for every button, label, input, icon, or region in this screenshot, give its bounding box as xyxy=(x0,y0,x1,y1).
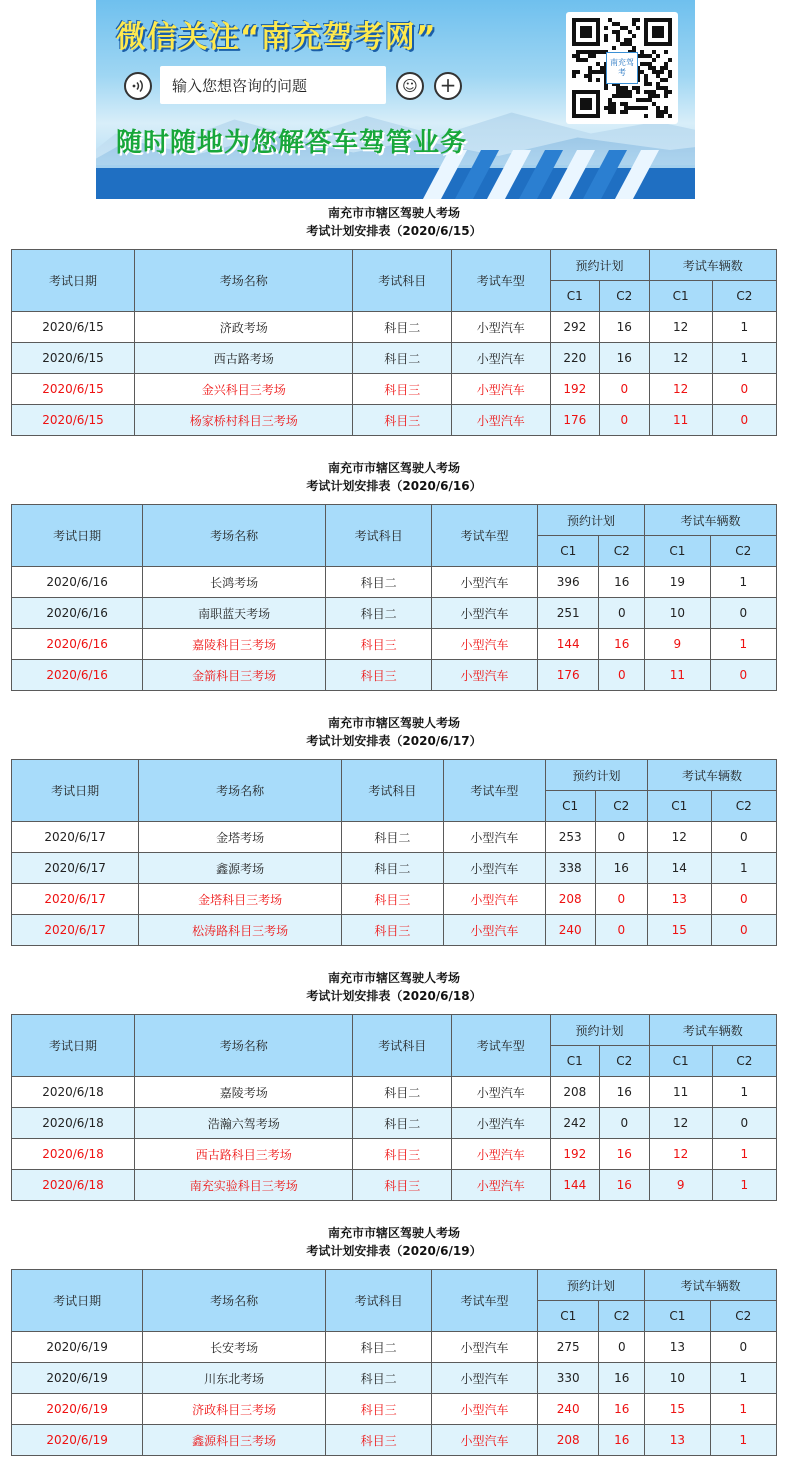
header-plan-c1: C1 xyxy=(550,281,600,312)
cell-exam-date: 2020/6/17 xyxy=(12,822,139,853)
schedule-caption xyxy=(0,455,788,495)
cell-venue-name: 长安考场 xyxy=(143,1332,326,1363)
cell-plan-c1: 396 xyxy=(537,567,599,598)
cell-cars-c2: 0 xyxy=(711,915,776,946)
schedule-caption xyxy=(0,710,788,750)
schedule-section xyxy=(0,200,788,240)
cell-vehicle-type: 小型汽车 xyxy=(452,343,551,374)
cell-exam-subject: 科目二 xyxy=(326,1332,432,1363)
cell-cars-c1: 11 xyxy=(645,660,710,691)
cell-exam-subject: 科目三 xyxy=(326,1394,432,1425)
cell-venue-name: 金箭科目三考场 xyxy=(143,660,326,691)
cell-exam-date: 2020/6/15 xyxy=(12,312,135,343)
cell-exam-date: 2020/6/17 xyxy=(12,915,139,946)
schedule-caption xyxy=(0,965,788,1005)
table-row xyxy=(12,598,777,629)
schedule-table xyxy=(11,249,777,436)
cell-plan-c1: 251 xyxy=(537,598,599,629)
header-cars-c1: C1 xyxy=(649,1046,712,1077)
cell-plan-c1: 144 xyxy=(537,629,599,660)
header-exam-date: 考试日期 xyxy=(12,760,139,822)
cell-cars-c2: 1 xyxy=(710,629,776,660)
emoji-icon: ☺ xyxy=(396,72,424,100)
cell-exam-date: 2020/6/15 xyxy=(12,343,135,374)
cell-vehicle-type: 小型汽车 xyxy=(452,1139,551,1170)
table-row xyxy=(12,1170,777,1201)
cell-plan-c1: 220 xyxy=(550,343,600,374)
table-row xyxy=(12,629,777,660)
header-cars-c1: C1 xyxy=(648,791,711,822)
cell-exam-date: 2020/6/19 xyxy=(12,1363,143,1394)
cell-exam-date: 2020/6/16 xyxy=(12,598,143,629)
cell-exam-subject: 科目二 xyxy=(353,343,452,374)
cell-venue-name: 济政考场 xyxy=(134,312,353,343)
cell-cars-c2: 1 xyxy=(712,1170,776,1201)
cell-exam-subject: 科目三 xyxy=(353,374,452,405)
schedule-section xyxy=(0,710,788,750)
cell-cars-c2: 0 xyxy=(712,374,776,405)
header-venue-name: 考场名称 xyxy=(143,505,326,567)
schedule-subtitle: 考试计划安排表（2020/6/19） xyxy=(306,1244,482,1258)
cell-venue-name: 嘉陵考场 xyxy=(134,1077,353,1108)
cell-vehicle-type: 小型汽车 xyxy=(452,1108,551,1139)
cell-cars-c1: 12 xyxy=(649,343,712,374)
cell-exam-date: 2020/6/17 xyxy=(12,853,139,884)
cell-vehicle-type: 小型汽车 xyxy=(432,567,538,598)
cell-plan-c1: 144 xyxy=(550,1170,600,1201)
cell-plan-c2: 16 xyxy=(599,629,645,660)
schedule-title: 南充市市辖区驾驶人考场 xyxy=(327,971,460,985)
cell-exam-subject: 科目三 xyxy=(326,660,432,691)
schedule-subtitle: 考试计划安排表（2020/6/16） xyxy=(306,479,482,493)
header-booking-plan: 预约计划 xyxy=(550,250,649,281)
cell-exam-date: 2020/6/18 xyxy=(12,1139,135,1170)
table-row xyxy=(12,1139,777,1170)
cell-cars-c1: 13 xyxy=(645,1332,710,1363)
cell-cars-c2: 0 xyxy=(711,884,776,915)
table-header-row xyxy=(12,1015,777,1046)
cell-exam-subject: 科目三 xyxy=(341,884,443,915)
header-cars-c1: C1 xyxy=(645,536,710,567)
header-exam-subject: 考试科目 xyxy=(353,1015,452,1077)
table-header-row xyxy=(12,250,777,281)
header-venue-name: 考场名称 xyxy=(134,1015,353,1077)
cell-plan-c1: 208 xyxy=(537,1425,599,1456)
cell-plan-c1: 176 xyxy=(537,660,599,691)
cell-exam-date: 2020/6/18 xyxy=(12,1108,135,1139)
cell-exam-subject: 科目三 xyxy=(353,1139,452,1170)
header-plan-c2: C2 xyxy=(599,536,645,567)
cell-vehicle-type: 小型汽车 xyxy=(432,598,538,629)
cell-plan-c1: 253 xyxy=(545,822,595,853)
cell-cars-c2: 1 xyxy=(710,567,776,598)
header-cars-c2: C2 xyxy=(712,1046,776,1077)
header-booking-plan: 预约计划 xyxy=(537,1270,644,1301)
table-row xyxy=(12,884,777,915)
cell-cars-c1: 14 xyxy=(648,853,711,884)
cell-plan-c2: 0 xyxy=(599,1332,645,1363)
cell-exam-date: 2020/6/17 xyxy=(12,884,139,915)
cell-vehicle-type: 小型汽车 xyxy=(432,1425,538,1456)
table-row xyxy=(12,1425,777,1456)
header-vehicle-type: 考试车型 xyxy=(432,505,538,567)
cell-exam-date: 2020/6/15 xyxy=(12,374,135,405)
cell-plan-c2: 0 xyxy=(595,884,648,915)
cell-cars-c2: 1 xyxy=(712,1077,776,1108)
header-exam-cars: 考试车辆数 xyxy=(649,1015,776,1046)
cell-exam-date: 2020/6/18 xyxy=(12,1170,135,1201)
table-header-row xyxy=(12,760,777,791)
cell-plan-c1: 192 xyxy=(550,374,600,405)
cell-plan-c2: 16 xyxy=(600,1077,649,1108)
table-row xyxy=(12,822,777,853)
cell-cars-c1: 10 xyxy=(645,1363,710,1394)
schedule-subtitle: 考试计划安排表（2020/6/18） xyxy=(306,989,482,1003)
cell-cars-c1: 9 xyxy=(649,1170,712,1201)
cell-cars-c2: 1 xyxy=(712,312,776,343)
header-cars-c2: C2 xyxy=(710,536,776,567)
banner-question-input: 输入您想咨询的问题 xyxy=(160,66,386,104)
schedule-table xyxy=(11,504,777,691)
cell-cars-c2: 1 xyxy=(711,853,776,884)
table-row xyxy=(12,374,777,405)
schedule-table xyxy=(11,759,777,946)
table-row xyxy=(12,660,777,691)
cell-cars-c1: 12 xyxy=(649,374,712,405)
table-row xyxy=(12,343,777,374)
cell-plan-c1: 240 xyxy=(537,1394,599,1425)
cell-cars-c2: 1 xyxy=(712,1139,776,1170)
header-venue-name: 考场名称 xyxy=(143,1270,326,1332)
cell-exam-subject: 科目二 xyxy=(353,312,452,343)
header-booking-plan: 预约计划 xyxy=(550,1015,649,1046)
cell-exam-subject: 科目三 xyxy=(353,405,452,436)
header-exam-cars: 考试车辆数 xyxy=(649,250,776,281)
header-exam-date: 考试日期 xyxy=(12,505,143,567)
cell-venue-name: 嘉陵科目三考场 xyxy=(143,629,326,660)
schedule-caption xyxy=(0,1220,788,1260)
header-cars-c1: C1 xyxy=(645,1301,710,1332)
banner-slogan: 随时随地为您解答车驾管业务 xyxy=(116,128,468,158)
header-vehicle-type: 考试车型 xyxy=(432,1270,538,1332)
cell-cars-c2: 1 xyxy=(710,1394,776,1425)
cell-plan-c2: 16 xyxy=(600,1170,649,1201)
cell-venue-name: 西古路科目三考场 xyxy=(134,1139,353,1170)
schedule-table xyxy=(11,1269,777,1456)
cell-cars-c1: 10 xyxy=(645,598,710,629)
voice-icon xyxy=(124,72,152,100)
header-cars-c2: C2 xyxy=(711,791,776,822)
cell-plan-c2: 0 xyxy=(600,405,649,436)
cell-plan-c2: 16 xyxy=(600,1139,649,1170)
cell-plan-c1: 242 xyxy=(550,1108,600,1139)
cell-venue-name: 金塔科目三考场 xyxy=(139,884,342,915)
cell-plan-c2: 16 xyxy=(599,1394,645,1425)
cell-plan-c1: 330 xyxy=(537,1363,599,1394)
cell-vehicle-type: 小型汽车 xyxy=(432,1332,538,1363)
schedule-section xyxy=(0,965,788,1005)
header-exam-date: 考试日期 xyxy=(12,1015,135,1077)
cell-vehicle-type: 小型汽车 xyxy=(452,374,551,405)
cell-cars-c2: 0 xyxy=(710,1332,776,1363)
header-exam-subject: 考试科目 xyxy=(326,505,432,567)
schedule-table xyxy=(11,1014,777,1201)
cell-plan-c2: 16 xyxy=(595,853,648,884)
header-exam-cars: 考试车辆数 xyxy=(648,760,777,791)
cell-cars-c2: 1 xyxy=(712,343,776,374)
cell-vehicle-type: 小型汽车 xyxy=(443,853,545,884)
cell-exam-date: 2020/6/16 xyxy=(12,629,143,660)
cell-exam-date: 2020/6/18 xyxy=(12,1077,135,1108)
cell-plan-c2: 0 xyxy=(599,598,645,629)
header-venue-name: 考场名称 xyxy=(139,760,342,822)
cell-cars-c1: 12 xyxy=(649,1108,712,1139)
header-plan-c2: C2 xyxy=(599,1301,645,1332)
schedule-subtitle: 考试计划安排表（2020/6/17） xyxy=(306,734,482,748)
table-row xyxy=(12,1332,777,1363)
cell-plan-c1: 292 xyxy=(550,312,600,343)
table-row xyxy=(12,1394,777,1425)
cell-cars-c1: 13 xyxy=(648,884,711,915)
cell-exam-subject: 科目二 xyxy=(326,1363,432,1394)
cell-vehicle-type: 小型汽车 xyxy=(432,660,538,691)
cell-venue-name: 金塔考场 xyxy=(139,822,342,853)
cell-venue-name: 杨家桥村科目三考场 xyxy=(134,405,353,436)
cell-cars-c2: 1 xyxy=(710,1363,776,1394)
cell-plan-c2: 16 xyxy=(599,1425,645,1456)
header-vehicle-type: 考试车型 xyxy=(452,1015,551,1077)
header-cars-c2: C2 xyxy=(712,281,776,312)
table-row xyxy=(12,1077,777,1108)
header-exam-date: 考试日期 xyxy=(12,250,135,312)
header-vehicle-type: 考试车型 xyxy=(452,250,551,312)
cell-cars-c2: 0 xyxy=(712,1108,776,1139)
cell-venue-name: 南职蓝天考场 xyxy=(143,598,326,629)
table-header-row xyxy=(12,505,777,536)
cell-venue-name: 西古路考场 xyxy=(134,343,353,374)
cell-exam-date: 2020/6/15 xyxy=(12,405,135,436)
cell-vehicle-type: 小型汽车 xyxy=(452,405,551,436)
header-plan-c1: C1 xyxy=(537,536,599,567)
cell-exam-subject: 科目三 xyxy=(326,1425,432,1456)
schedule-title: 南充市市辖区驾驶人考场 xyxy=(327,461,460,475)
cell-exam-subject: 科目二 xyxy=(353,1108,452,1139)
cell-cars-c1: 12 xyxy=(649,312,712,343)
header-exam-date: 考试日期 xyxy=(12,1270,143,1332)
header-exam-subject: 考试科目 xyxy=(326,1270,432,1332)
cell-exam-date: 2020/6/19 xyxy=(12,1425,143,1456)
cell-plan-c2: 0 xyxy=(599,660,645,691)
header-exam-cars: 考试车辆数 xyxy=(645,1270,777,1301)
cell-cars-c2: 0 xyxy=(710,598,776,629)
header-plan-c1: C1 xyxy=(550,1046,600,1077)
cell-venue-name: 松涛路科目三考场 xyxy=(139,915,342,946)
table-row xyxy=(12,915,777,946)
cell-plan-c2: 16 xyxy=(600,343,649,374)
cell-exam-subject: 科目三 xyxy=(353,1170,452,1201)
cell-plan-c1: 240 xyxy=(545,915,595,946)
cell-cars-c1: 9 xyxy=(645,629,710,660)
cell-plan-c2: 0 xyxy=(600,374,649,405)
cell-exam-date: 2020/6/16 xyxy=(12,567,143,598)
cell-exam-subject: 科目二 xyxy=(341,853,443,884)
schedule-subtitle: 考试计划安排表（2020/6/15） xyxy=(306,224,482,238)
header-venue-name: 考场名称 xyxy=(134,250,353,312)
schedule-title: 南充市市辖区驾驶人考场 xyxy=(327,206,460,220)
cell-exam-subject: 科目二 xyxy=(326,567,432,598)
cell-venue-name: 浩瀚六驾考场 xyxy=(134,1108,353,1139)
header-plan-c2: C2 xyxy=(595,791,648,822)
cell-venue-name: 鑫源考场 xyxy=(139,853,342,884)
table-row xyxy=(12,312,777,343)
cell-plan-c2: 0 xyxy=(595,915,648,946)
cell-plan-c2: 16 xyxy=(599,567,645,598)
cell-vehicle-type: 小型汽车 xyxy=(432,1394,538,1425)
cell-cars-c1: 15 xyxy=(645,1394,710,1425)
cell-cars-c1: 19 xyxy=(645,567,710,598)
schedule-section xyxy=(0,1220,788,1260)
cell-venue-name: 长鸿考场 xyxy=(143,567,326,598)
table-row xyxy=(12,853,777,884)
schedule-section xyxy=(0,455,788,495)
qr-code xyxy=(566,12,678,124)
header-exam-subject: 考试科目 xyxy=(353,250,452,312)
header-cars-c2: C2 xyxy=(710,1301,776,1332)
cell-exam-subject: 科目二 xyxy=(353,1077,452,1108)
cell-vehicle-type: 小型汽车 xyxy=(452,312,551,343)
cell-vehicle-type: 小型汽车 xyxy=(432,629,538,660)
header-booking-plan: 预约计划 xyxy=(537,505,644,536)
cell-exam-date: 2020/6/19 xyxy=(12,1332,143,1363)
cell-exam-date: 2020/6/19 xyxy=(12,1394,143,1425)
cell-exam-subject: 科目三 xyxy=(341,915,443,946)
cell-plan-c1: 275 xyxy=(537,1332,599,1363)
cell-cars-c1: 12 xyxy=(648,822,711,853)
cell-plan-c1: 208 xyxy=(550,1077,600,1108)
table-row xyxy=(12,567,777,598)
header-plan-c2: C2 xyxy=(600,1046,649,1077)
cell-exam-date: 2020/6/16 xyxy=(12,660,143,691)
cell-cars-c1: 11 xyxy=(649,405,712,436)
cell-plan-c1: 176 xyxy=(550,405,600,436)
table-row xyxy=(12,1108,777,1139)
cell-vehicle-type: 小型汽车 xyxy=(452,1077,551,1108)
cell-cars-c1: 12 xyxy=(649,1139,712,1170)
header-plan-c2: C2 xyxy=(600,281,649,312)
header-booking-plan: 预约计划 xyxy=(545,760,647,791)
header-cars-c1: C1 xyxy=(649,281,712,312)
header-vehicle-type: 考试车型 xyxy=(443,760,545,822)
cell-vehicle-type: 小型汽车 xyxy=(452,1170,551,1201)
header-plan-c1: C1 xyxy=(545,791,595,822)
cell-plan-c2: 16 xyxy=(600,312,649,343)
table-row xyxy=(12,1363,777,1394)
schedule-title: 南充市市辖区驾驶人考场 xyxy=(327,1226,460,1240)
plus-icon: + xyxy=(434,72,462,100)
qr-logo: 南充驾考 xyxy=(606,52,638,84)
cell-plan-c1: 192 xyxy=(550,1139,600,1170)
cell-venue-name: 济政科目三考场 xyxy=(143,1394,326,1425)
header-plan-c1: C1 xyxy=(537,1301,599,1332)
table-header-row xyxy=(12,1270,777,1301)
cell-cars-c1: 11 xyxy=(649,1077,712,1108)
wechat-banner[interactable] xyxy=(96,0,695,199)
cell-venue-name: 金兴科目三考场 xyxy=(134,374,353,405)
cell-cars-c2: 0 xyxy=(710,660,776,691)
cell-venue-name: 南充实验科目三考场 xyxy=(134,1170,353,1201)
cell-plan-c1: 338 xyxy=(545,853,595,884)
cell-venue-name: 川东北考场 xyxy=(143,1363,326,1394)
schedule-title: 南充市市辖区驾驶人考场 xyxy=(327,716,460,730)
cell-cars-c2: 0 xyxy=(711,822,776,853)
header-exam-subject: 考试科目 xyxy=(341,760,443,822)
cell-venue-name: 鑫源科目三考场 xyxy=(143,1425,326,1456)
schedule-caption xyxy=(0,200,788,240)
banner-title: 微信关注“南充驾考网” xyxy=(116,20,437,55)
cell-vehicle-type: 小型汽车 xyxy=(443,884,545,915)
cell-vehicle-type: 小型汽车 xyxy=(443,915,545,946)
cell-cars-c1: 13 xyxy=(645,1425,710,1456)
cell-plan-c2: 0 xyxy=(600,1108,649,1139)
cell-exam-subject: 科目二 xyxy=(341,822,443,853)
cell-cars-c1: 15 xyxy=(648,915,711,946)
cell-vehicle-type: 小型汽车 xyxy=(443,822,545,853)
header-exam-cars: 考试车辆数 xyxy=(645,505,777,536)
table-row xyxy=(12,405,777,436)
cell-exam-subject: 科目三 xyxy=(326,629,432,660)
cell-vehicle-type: 小型汽车 xyxy=(432,1363,538,1394)
cell-exam-subject: 科目二 xyxy=(326,598,432,629)
cell-plan-c1: 208 xyxy=(545,884,595,915)
cell-plan-c2: 16 xyxy=(599,1363,645,1394)
cell-plan-c2: 0 xyxy=(595,822,648,853)
cell-cars-c2: 0 xyxy=(712,405,776,436)
cell-cars-c2: 1 xyxy=(710,1425,776,1456)
